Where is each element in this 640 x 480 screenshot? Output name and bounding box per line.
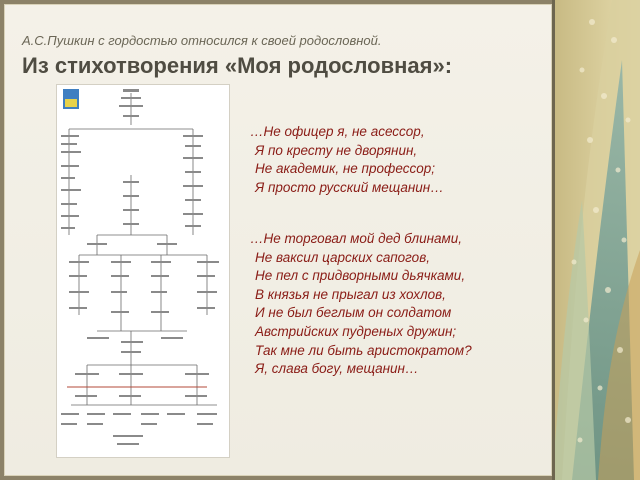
- poem-line: Я просто русский мещанин…: [255, 179, 444, 195]
- poem-line: Так мне ли быть аристократом?: [255, 342, 472, 358]
- genealogy-tree-image: [56, 84, 230, 458]
- poem-line: Я, слава богу, мещанин…: [255, 361, 419, 377]
- slide-caption: А.С.Пушкин с гордостью относился к своей родословной.: [22, 33, 382, 48]
- poem-line: Не академик, не профессор;: [255, 161, 436, 177]
- poem-line: Я по кресту не дворянин,: [255, 142, 418, 158]
- poem-line: Не пел с придворными дьячками,: [255, 268, 466, 284]
- poem-stanza-2: [250, 230, 472, 379]
- decorative-border: [552, 0, 640, 480]
- slide-title: Из стихотворения «Моя родословная»:: [22, 53, 453, 78]
- poem-line: …Не торговал мой дед блинами,: [250, 231, 463, 246]
- poem-line: Австрийских пудреных дружин;: [255, 323, 457, 339]
- poem-line: Не ваксил царских сапогов,: [255, 249, 430, 265]
- poem-stanza-1: [250, 123, 444, 197]
- poem-line: …Не офицер я, не асессор,: [250, 124, 425, 139]
- poem-line: В князья не прыгал из хохлов,: [255, 286, 446, 302]
- poem-line: И не был беглым он солдатом: [255, 305, 452, 321]
